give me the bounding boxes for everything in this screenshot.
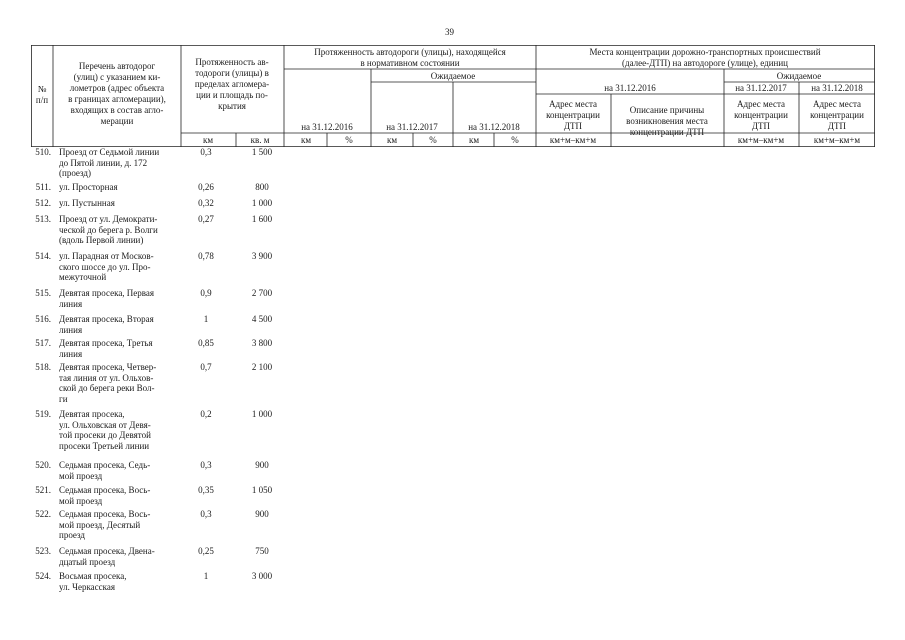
header-length: тодороги (улицы) в — [195, 68, 269, 78]
road-name-line: проезд — [59, 530, 86, 541]
header-dtp-reason: концентрации ДТП — [629, 127, 705, 137]
road-name — [59, 288, 184, 309]
road-name — [59, 546, 184, 567]
road-name-line: ул. Черкасская — [59, 581, 116, 592]
road-name — [59, 314, 184, 335]
road-name-line: ул. Парадная от Москов- — [59, 251, 154, 261]
road-name — [59, 147, 184, 179]
length-km: 0,32 — [198, 198, 214, 208]
road-name-line: той просеки до Девятой — [59, 430, 151, 441]
row-number: 521. — [35, 485, 51, 495]
header-length: Протяженность ав- — [195, 57, 269, 67]
road-name-line: просеки Третьей линии — [59, 440, 150, 451]
header-dtp-address: ДТП — [827, 121, 847, 131]
length-km: 0,3 — [200, 509, 212, 519]
road-name-line: Седьмая просека, Двена- — [59, 546, 155, 556]
header-norm-unit: км — [386, 135, 398, 145]
header-name: (улиц) с указанием ки- — [73, 72, 161, 82]
header-name: Перечень автодорог — [78, 61, 156, 71]
header-dtp-group: Места концентрации дорожно-транспортных происшествий — [589, 47, 821, 57]
header-dtp-unit: км+м–км+м — [549, 135, 597, 145]
area-sqm: 900 — [255, 509, 269, 519]
row-number: 515. — [35, 288, 51, 298]
header-dtp-address: концентрации — [810, 110, 864, 120]
road-name-line: Девятая просека, — [59, 409, 125, 419]
road-name-line: Девятая просека, Первая — [59, 288, 155, 298]
road-name — [59, 251, 184, 283]
header-dtp-group: (далее-ДТП) на автодороге (улице), единиц — [622, 58, 788, 68]
header-norm-expected: Ожидаемое — [430, 71, 476, 81]
header-dtp-address: концентрации — [734, 110, 788, 120]
header-length-unit: км — [202, 135, 214, 145]
header-dtp-address: ДТП — [563, 121, 583, 131]
header-norm-unit: км — [300, 135, 312, 145]
road-name — [59, 214, 184, 246]
road-name-line: ской до берега реки Вол- — [59, 383, 155, 394]
road-name-line: дцатый проезд — [59, 556, 116, 567]
area-sqm: 2 700 — [251, 288, 273, 298]
row-number: 522. — [35, 509, 51, 519]
header-dtp-date: на 31.12.2016 — [604, 83, 656, 93]
road-name-line: ул. Пустынная — [59, 198, 115, 208]
road-name-line: Проезд от ул. Демократи- — [59, 214, 158, 224]
road-name-line: Проезд от Седьмой линии — [59, 147, 160, 157]
length-km: 1 — [203, 571, 209, 581]
road-name-line: Восьмая просека, — [59, 571, 127, 581]
row-number: 510. — [35, 147, 51, 157]
header-norm-date: на 31.12.2017 — [386, 122, 438, 132]
road-name-line: (вдоль Первой линии) — [59, 235, 144, 246]
header-norm-date: на 31.12.2018 — [468, 122, 520, 132]
area-sqm: 4 500 — [251, 314, 273, 324]
header-norm-group: Протяженность автодороги (улицы), находящейся — [314, 47, 506, 57]
road-name-line: Седьмая просека, Вось- — [59, 509, 151, 519]
road-name-line: (проезд) — [59, 168, 91, 179]
row-number: 523. — [35, 546, 51, 556]
road-name — [59, 571, 184, 592]
length-km: 0,9 — [200, 288, 212, 298]
length-km: 0,3 — [200, 147, 212, 157]
road-name-line: Девятая просека, Вторая — [59, 314, 154, 324]
length-km: 0,25 — [198, 546, 214, 556]
road-name-line: линия — [59, 298, 83, 309]
road-name-line: тая линия от ул. Ольхов- — [59, 372, 154, 383]
header-length: крытия — [218, 101, 246, 111]
header-dtp-date: на 31.12.2017 — [735, 83, 787, 93]
header-dtp-reason: Описание причины — [629, 105, 705, 115]
header-name: мерации — [100, 116, 134, 126]
road-name — [59, 409, 184, 451]
road-name — [59, 362, 184, 404]
page-number: 39 — [445, 27, 454, 37]
road-name-line: Девятая просека, Четвер- — [59, 362, 157, 372]
length-km: 0,3 — [200, 460, 212, 470]
length-km: 0,27 — [198, 214, 214, 224]
road-name — [59, 182, 184, 193]
table-header — [31, 45, 876, 147]
header-norm-unit: % — [345, 135, 353, 145]
road-name-line: мой проезд, Десятый — [59, 519, 141, 530]
area-sqm: 3 800 — [251, 338, 273, 348]
road-name-line: ческой до берега р. Волги — [59, 224, 158, 235]
road-name — [59, 485, 184, 506]
area-sqm: 3 000 — [251, 571, 273, 581]
area-sqm: 750 — [255, 546, 269, 556]
road-name-line: Седьмая просека, Седь- — [59, 460, 151, 470]
road-name-line: линия — [59, 348, 83, 359]
header-num: п/п — [35, 95, 49, 105]
row-number: 511. — [35, 182, 51, 192]
road-name — [59, 509, 184, 541]
header-dtp-address: Адрес места — [737, 99, 785, 109]
road-name-line: мой проезд — [59, 495, 103, 506]
road-name — [59, 338, 184, 359]
road-name-line: до Пятой линии, д. 172 — [59, 157, 148, 168]
area-sqm: 1 600 — [251, 214, 273, 224]
row-number: 514. — [35, 251, 51, 261]
row-number: 516. — [35, 314, 51, 324]
row-number: 517. — [35, 338, 51, 348]
length-km: 0,2 — [200, 409, 212, 419]
header-length-unit: кв. м — [250, 135, 270, 145]
road-name — [59, 198, 184, 209]
header-norm-unit: % — [429, 135, 437, 145]
length-km: 0,85 — [198, 338, 214, 348]
row-number: 519. — [35, 409, 51, 419]
header-dtp-address: концентрации — [546, 110, 600, 120]
area-sqm: 1 050 — [251, 485, 273, 495]
row-number: 518. — [35, 362, 51, 372]
area-sqm: 800 — [255, 182, 269, 192]
header-dtp-date: на 31.12.2018 — [811, 83, 863, 93]
road-name — [59, 460, 184, 481]
header-name: в границах агломерации), — [68, 94, 166, 104]
area-sqm: 3 900 — [251, 251, 273, 261]
road-name-line: межуточной — [59, 272, 107, 283]
road-name-line: линия — [59, 324, 83, 335]
header-dtp-address: ДТП — [751, 121, 771, 131]
length-km: 0,78 — [198, 251, 214, 261]
length-km: 1 — [203, 314, 209, 324]
road-name-line: Седьмая просека, Вось- — [59, 485, 151, 495]
road-name-line: Девятая просека, Третья — [59, 338, 153, 348]
header-name: входящих в состав агло- — [70, 105, 164, 115]
header-dtp-reason: возникновения места — [626, 116, 708, 126]
area-sqm: 900 — [255, 460, 269, 470]
header-dtp-address: Адрес места — [549, 99, 597, 109]
header-dtp-expected: Ожидаемое — [776, 71, 822, 81]
road-name-line: ул. Просторная — [59, 182, 118, 192]
area-sqm: 1 500 — [251, 147, 273, 157]
length-km: 0,26 — [198, 182, 214, 192]
header-norm-unit: км — [468, 135, 480, 145]
road-name-line: мой проезд — [59, 470, 103, 481]
length-km: 0,35 — [198, 485, 214, 495]
area-sqm: 1 000 — [251, 198, 273, 208]
header-length: пределах агломера- — [194, 79, 270, 89]
header-norm-unit: % — [511, 135, 519, 145]
row-number: 513. — [35, 214, 51, 224]
header-norm-date: на 31.12.2016 — [301, 122, 353, 132]
road-name-line: ского шоссе до ул. Про- — [59, 261, 151, 272]
header-norm-group: в нормативном состоянии — [360, 58, 460, 68]
road-name-line: ги — [59, 393, 68, 404]
row-number: 524. — [35, 571, 51, 581]
header-name: лометров (адрес объекта — [69, 83, 165, 93]
length-km: 0,7 — [200, 362, 212, 372]
header-dtp-unit: км+м–км+м — [813, 135, 861, 145]
row-number: 512. — [35, 198, 51, 208]
row-number: 520. — [35, 460, 51, 470]
area-sqm: 2 100 — [251, 362, 273, 372]
header-length: ции и площадь по- — [196, 90, 268, 100]
area-sqm: 1 000 — [251, 409, 273, 419]
header-num: № — [37, 84, 47, 94]
header-dtp-address: Адрес места — [813, 99, 861, 109]
header-dtp-unit: км+м–км+м — [737, 135, 785, 145]
road-name-line: ул. Ольховская от Девя- — [59, 419, 151, 430]
